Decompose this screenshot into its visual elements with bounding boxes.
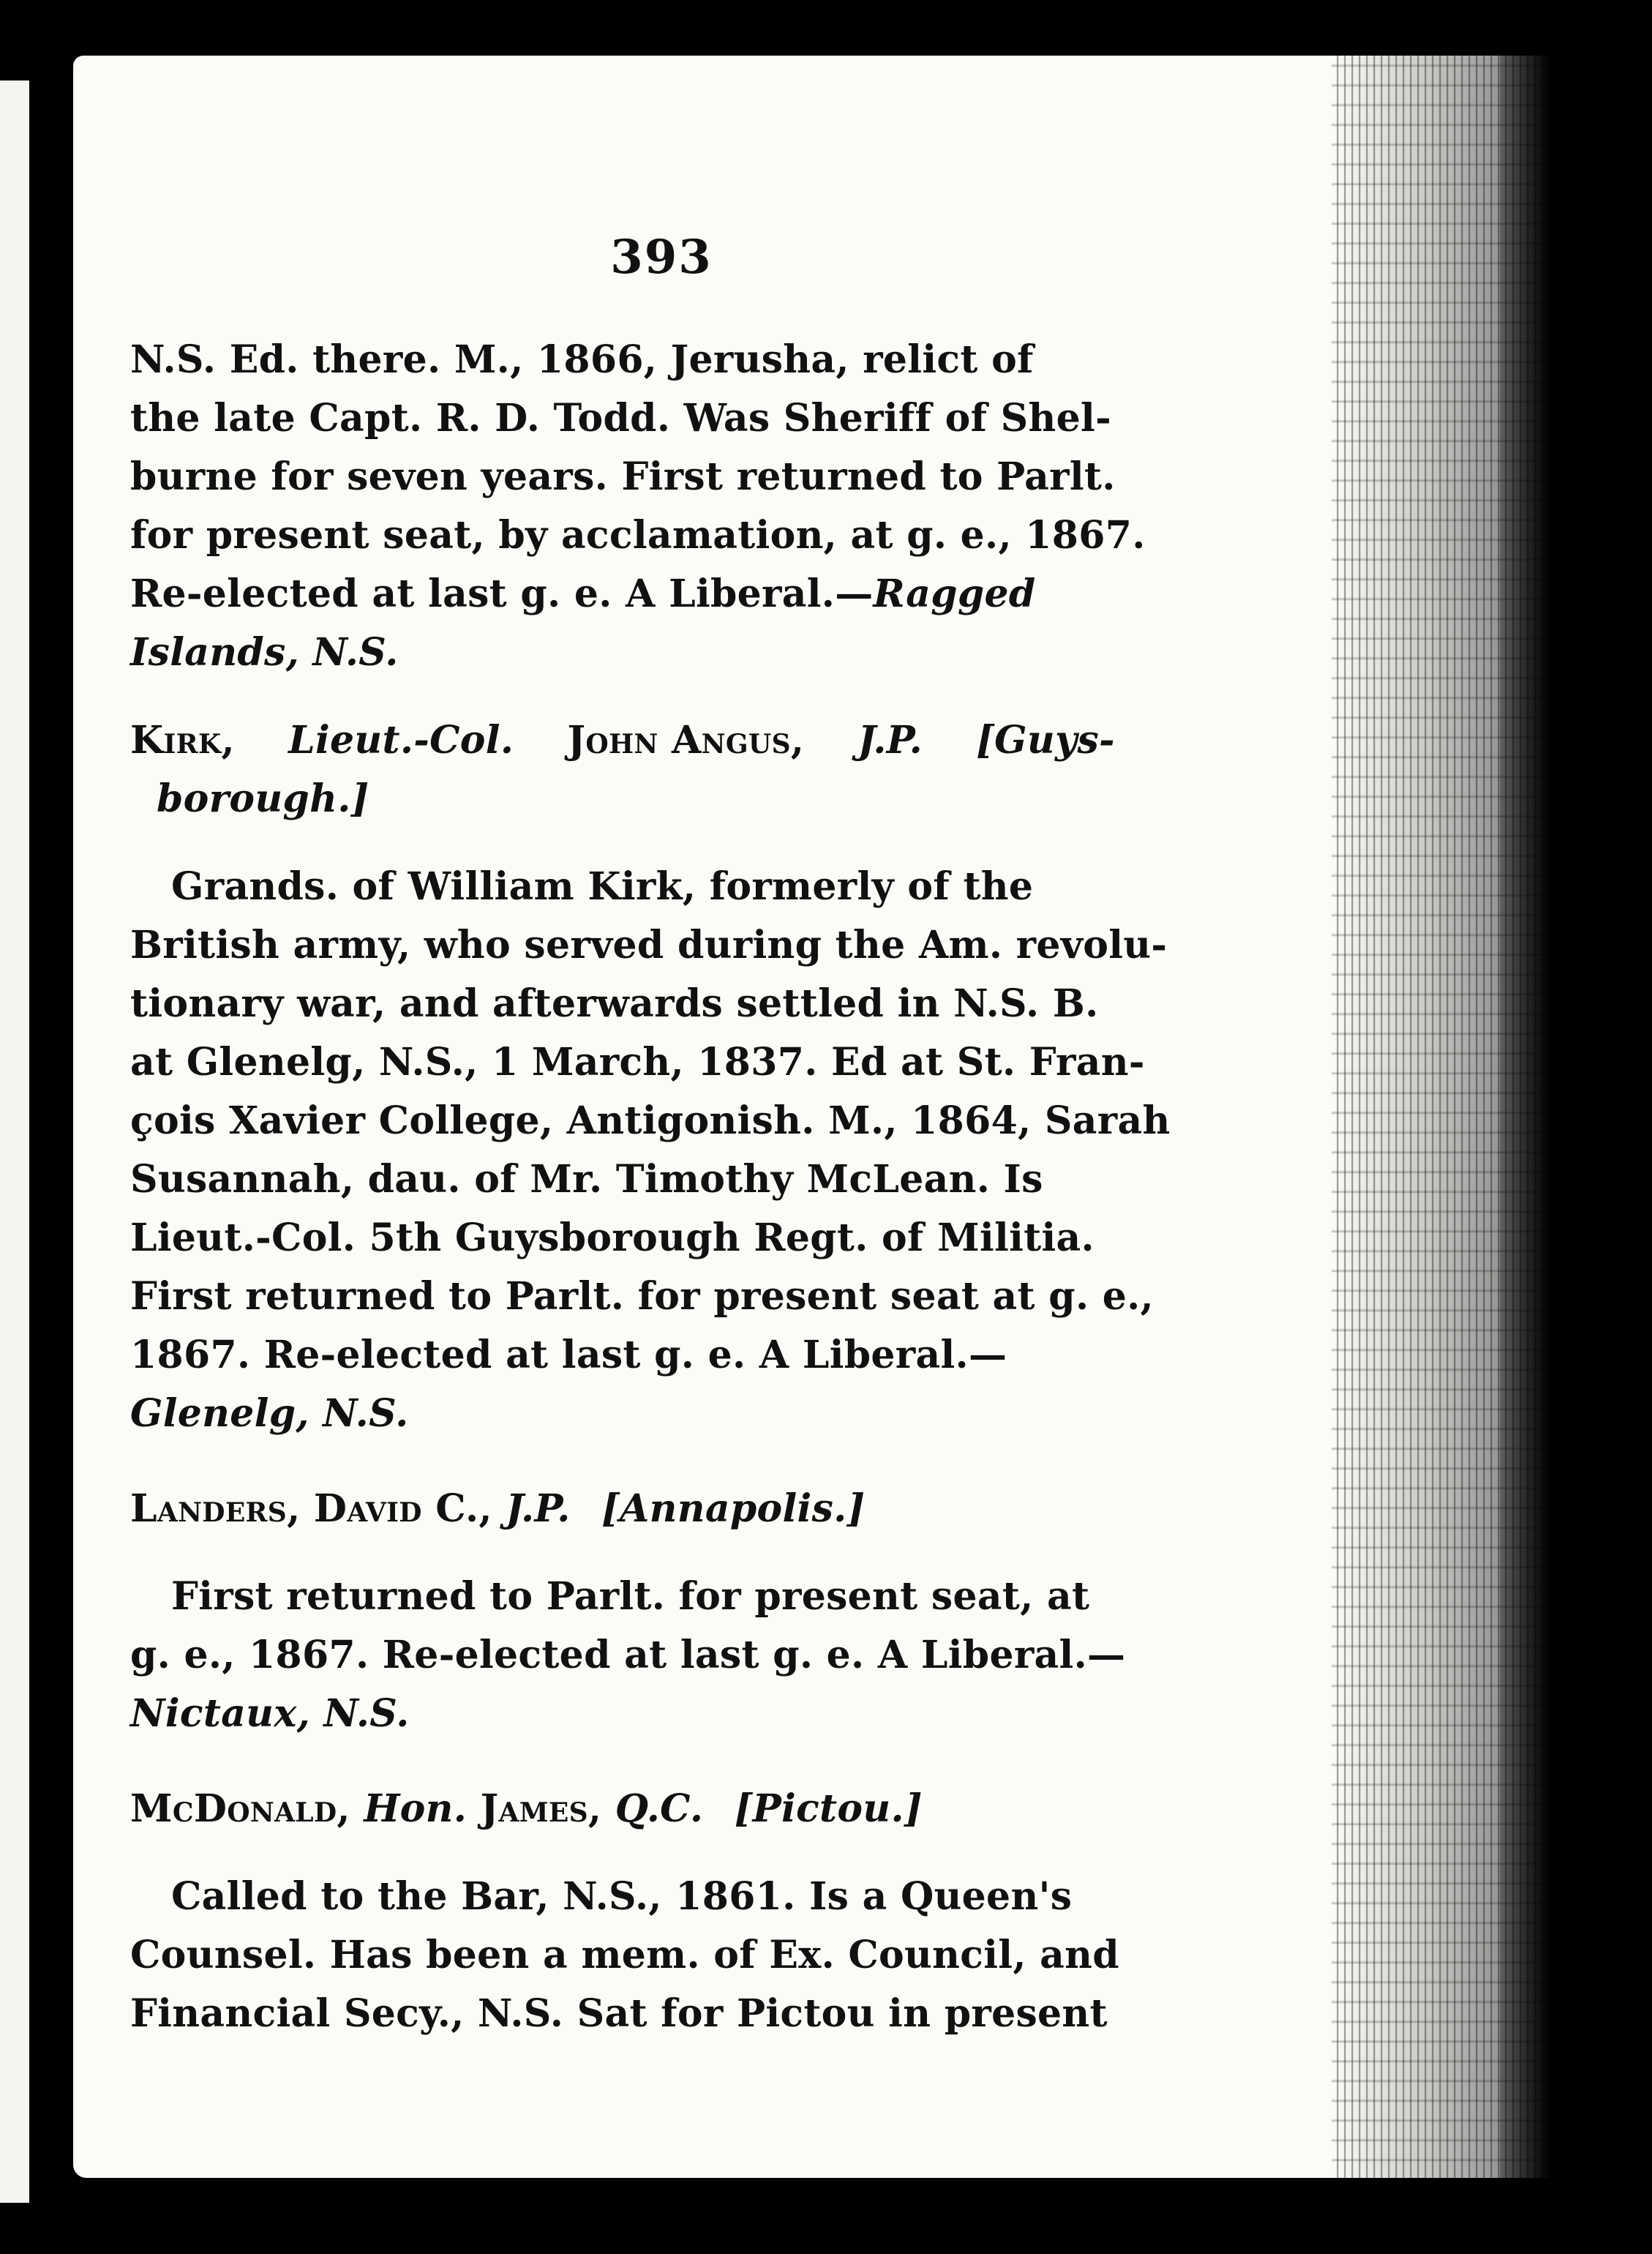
text-line: Financial Secy., N.S. Sat for Pictou in present <box>130 1991 1108 2036</box>
title: Lieut.-Col. <box>288 718 514 763</box>
constituency: [Guys- <box>976 718 1115 763</box>
surname: Kirk, <box>130 718 235 763</box>
left-page-edge <box>0 80 29 2203</box>
title: Hon. <box>364 1786 468 1831</box>
book-page <box>73 56 1551 2178</box>
text-line: First returned to Parlt. for present seat, at <box>171 1574 1090 1619</box>
text-line: Grands. of William Kirk, formerly of the <box>171 864 1034 909</box>
given-names: John Angus, <box>567 718 805 763</box>
binding-shadow <box>1500 56 1551 2178</box>
text-line: Lieut.-Col. 5th Guysborough Regt. of Militia. <box>130 1216 1095 1260</box>
text-line: g. e., 1867. Re-elected at last g. e. A Liberal.— <box>130 1633 1126 1677</box>
place-name: Ragged <box>873 572 1036 616</box>
given-names: David C., <box>313 1486 492 1531</box>
entry-heading-kirk <box>130 718 1115 763</box>
text-line: for present seat, by acclamation, at g. e., 1867. <box>130 513 1146 558</box>
text-line: Called to the Bar, N.S., 1861. Is a Queen's <box>171 1874 1073 1919</box>
text-line: 1867. Re-elected at last g. e. A Liberal.— <box>130 1333 1007 1377</box>
text-line: the late Capt. R. D. Todd. Was Sheriff of Shel- <box>130 396 1111 441</box>
text-line: Counsel. Has been a mem. of Ex. Council, and <box>130 1933 1119 1977</box>
constituency: [Annapolis.] <box>601 1486 866 1531</box>
place-name: Islands, N.S. <box>130 630 399 675</box>
honorific: J.P. <box>506 1486 571 1531</box>
text-line: tionary war, and afterwards settled in N.S. B. <box>130 981 1099 1026</box>
text-span: Re-elected at last g. e. A Liberal.— <box>130 572 874 616</box>
text-line: N.S. Ed. there. M., 1866, Jerusha, relict of <box>130 337 1034 382</box>
honorific: Q.C. <box>615 1786 704 1831</box>
page-number: 393 <box>610 230 713 285</box>
text-line: çois Xavier College, Antigonish. M., 1864, Sarah <box>130 1098 1171 1143</box>
text-line: burne for seven years. First returned to Parlt. <box>130 454 1116 499</box>
honorific: J.P. <box>857 718 923 763</box>
surname: Landers, <box>130 1486 301 1531</box>
constituency-continued: borough.] <box>157 776 369 821</box>
text-line <box>130 572 1036 616</box>
text-line: First returned to Parlt. for present seat at g. e., <box>130 1274 1154 1319</box>
place-name: Nictaux, N.S. <box>130 1691 410 1736</box>
entry-heading-mcdonald <box>130 1786 923 1831</box>
text-line: Susannah, dau. of Mr. Timothy McLean. Is <box>130 1157 1043 1202</box>
entry-heading-landers <box>130 1486 866 1531</box>
surname: McDonald, <box>130 1786 350 1831</box>
text-line: at Glenelg, N.S., 1 March, 1837. Ed at St. Fran- <box>130 1040 1145 1085</box>
constituency: [Pictou.] <box>734 1786 923 1831</box>
given-names: James, <box>480 1786 602 1831</box>
text-line: British army, who served during the Am. revolu- <box>130 923 1168 967</box>
place-name: Glenelg, N.S. <box>130 1391 409 1436</box>
